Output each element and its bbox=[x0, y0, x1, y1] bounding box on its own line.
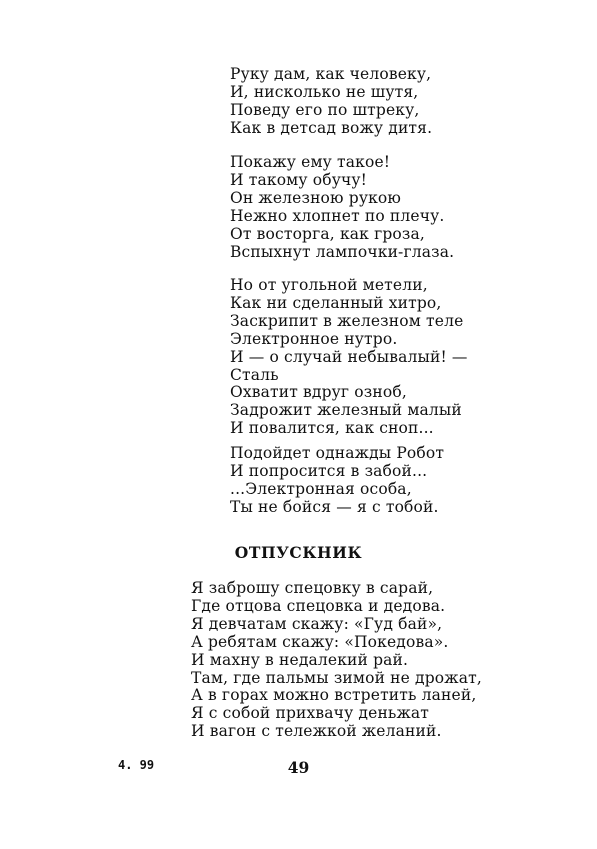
poem-line: Нежно хлопнет по плечу. bbox=[230, 206, 445, 225]
poem-title: ОТПУСКНИК bbox=[234, 543, 363, 562]
poem-line: Поведу его по штреку, bbox=[230, 100, 420, 119]
poem-line: Ты не бойся — я с тобой. bbox=[230, 497, 439, 516]
poem-line: Он железною рукою bbox=[230, 188, 402, 207]
stanza-2 bbox=[230, 154, 454, 261]
poem-line: И повалится, как сноп... bbox=[230, 419, 434, 438]
poem-line: Как в детсад вожу дитя. bbox=[230, 118, 433, 137]
poem-line: Я с собой прихвачу деньжат bbox=[191, 704, 430, 723]
poem-line: Но от угольной метели, bbox=[230, 276, 428, 294]
poem-line: Я заброшу спецовку в сарай, bbox=[191, 579, 434, 597]
poem-line: Электронное нутро. bbox=[230, 329, 398, 348]
poem-line: А в горах можно встретить ланей, bbox=[191, 686, 477, 705]
poem-line: Задрожит железный малый bbox=[230, 401, 462, 420]
poem-line: Подойдет однажды Робот bbox=[230, 444, 445, 462]
poem-line: Где отцова спецовка и дедова. bbox=[191, 596, 446, 615]
poem-line: И махну в недалекий рай. bbox=[191, 650, 409, 669]
poem-line: Покажу ему такое! bbox=[230, 153, 391, 171]
poem-line: Там, где пальмы зимой не дрожат, bbox=[191, 668, 482, 687]
poem-line: Как ни сделанный хитро, bbox=[230, 293, 442, 312]
stanza-otpusknik bbox=[191, 580, 482, 741]
stanza-3 bbox=[230, 277, 468, 438]
poem-line: Охватит вдруг озноб, bbox=[230, 383, 407, 402]
poem-line: От восторга, как гроза, bbox=[230, 224, 425, 243]
poem-line: И — о случай небывалый! — bbox=[230, 347, 468, 366]
poem-line: Сталь bbox=[230, 365, 279, 384]
stanza-1 bbox=[230, 66, 432, 138]
poem-line: Я девчатам скажу: «Гуд бай», bbox=[191, 614, 443, 633]
poem-line: ...Электронная особа, bbox=[230, 479, 412, 498]
stanza-4 bbox=[230, 445, 444, 517]
poem-line: И, нисколько не шутя, bbox=[230, 82, 419, 101]
poem-line: Заскрипит в железном теле bbox=[230, 311, 464, 330]
poem-line: Вспыхнут лампочки-глаза. bbox=[230, 242, 455, 261]
poem-line: А ребятам скажу: «Покедова». bbox=[191, 632, 449, 651]
poem-line: Руку дам, как человеку, bbox=[230, 65, 432, 83]
poem-line: И попросится в забой... bbox=[230, 461, 428, 480]
page-number: 49 bbox=[287, 758, 310, 777]
poem-line: И вагон с тележкой желаний. bbox=[191, 722, 442, 741]
printer-signature: 4. 99 bbox=[118, 758, 155, 772]
poem-line: И такому обучу! bbox=[230, 170, 368, 189]
